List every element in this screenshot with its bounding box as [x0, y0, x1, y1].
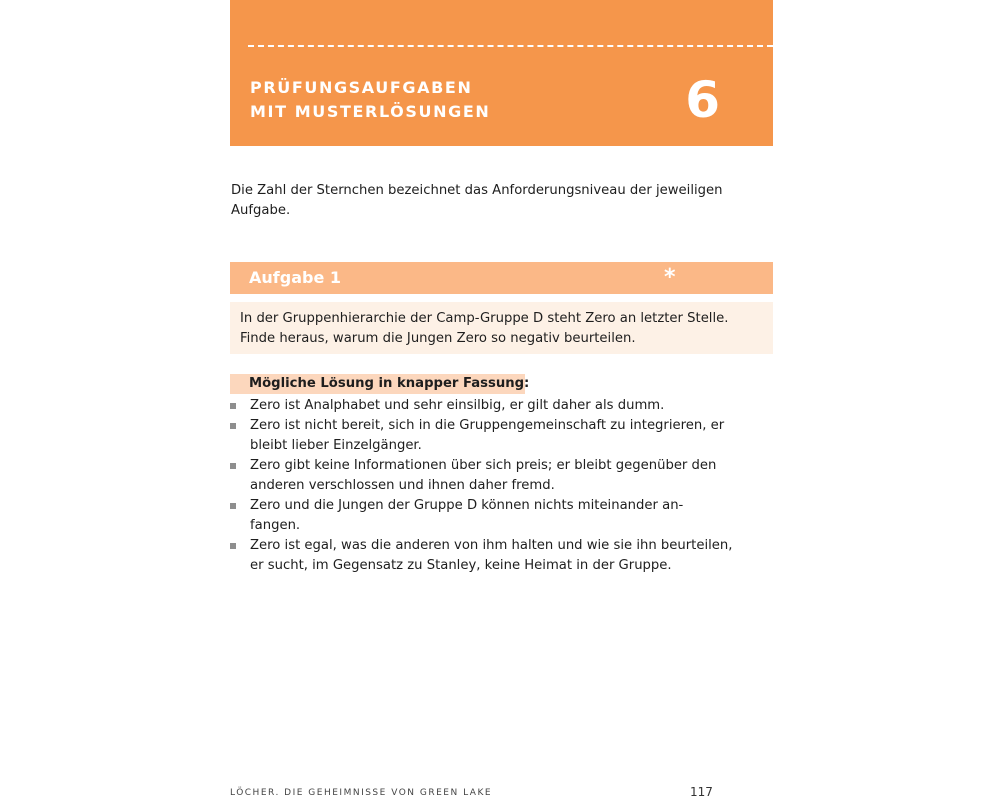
chapter-header [230, 0, 773, 146]
solution-item [230, 456, 730, 496]
dashed-divider [248, 45, 773, 47]
solution-label-text: Mögliche Lösung in knapper Fassung: [249, 376, 530, 391]
task-line-2: Finde heraus, warum die Jungen Zero so negativ beurteilen. [240, 331, 636, 346]
solution-item-line: er sucht, im Gegensatz zu Stanley, keine Heimat in der Gruppe. [250, 558, 672, 573]
intro-text [231, 181, 731, 221]
difficulty-star-icon: * [664, 265, 676, 290]
solution-item-line: fangen. [250, 518, 301, 533]
square-bullet-icon [230, 503, 236, 509]
solution-item-line: Zero und die Jungen der Gruppe D können nichts miteinander an- [250, 498, 684, 513]
task-line-1: In der Gruppenhierarchie der Camp-Gruppe D steht Zero an letzter Stelle. [240, 311, 729, 326]
solution-list [230, 396, 733, 576]
task-description [240, 309, 760, 349]
solution-item-line: Zero ist egal, was die anderen von ihm halten und wie sie ihn beurteilen, [250, 538, 733, 553]
intro-line-1: Die Zahl der Sternchen bezeichnet das Anforderungsniveau der jeweiligen [231, 183, 723, 198]
solution-item-line: anderen verschlossen und ihnen daher fremd. [250, 478, 555, 493]
solution-item [230, 496, 730, 536]
chapter-title-line-2: MIT MUSTERLÖSUNGEN [250, 102, 491, 121]
solution-item-line: bleibt lieber Einzelgänger. [250, 438, 422, 453]
solution-item-line: Zero ist nicht bereit, sich in die Gruppengemeinschaft zu integrieren, er [250, 418, 725, 433]
solution-item [230, 396, 730, 416]
task-title: Aufgabe 1 [249, 268, 341, 287]
square-bullet-icon [230, 423, 236, 429]
task-description-box [230, 302, 773, 354]
page-number: 117 [690, 785, 713, 799]
solution-item [230, 536, 733, 576]
solution-label [230, 374, 530, 394]
task-header [230, 262, 773, 294]
square-bullet-icon [230, 403, 236, 409]
square-bullet-icon [230, 543, 236, 549]
solution-item [230, 416, 730, 456]
solution-item-line: Zero ist Analphabet und sehr einsilbig, er gilt daher als dumm. [250, 398, 665, 413]
chapter-title [250, 76, 490, 124]
solution-item-line: Zero gibt keine Informationen über sich preis; er bleibt gegenüber den [250, 458, 717, 473]
intro-line-2: Aufgabe. [231, 203, 291, 218]
square-bullet-icon [230, 463, 236, 469]
footer-book-title: LÖCHER. DIE GEHEIMNISSE VON GREEN LAKE [230, 788, 493, 798]
chapter-number: 6 [685, 71, 720, 129]
chapter-title-line-1: PRÜFUNGSAUFGABEN [250, 78, 473, 97]
